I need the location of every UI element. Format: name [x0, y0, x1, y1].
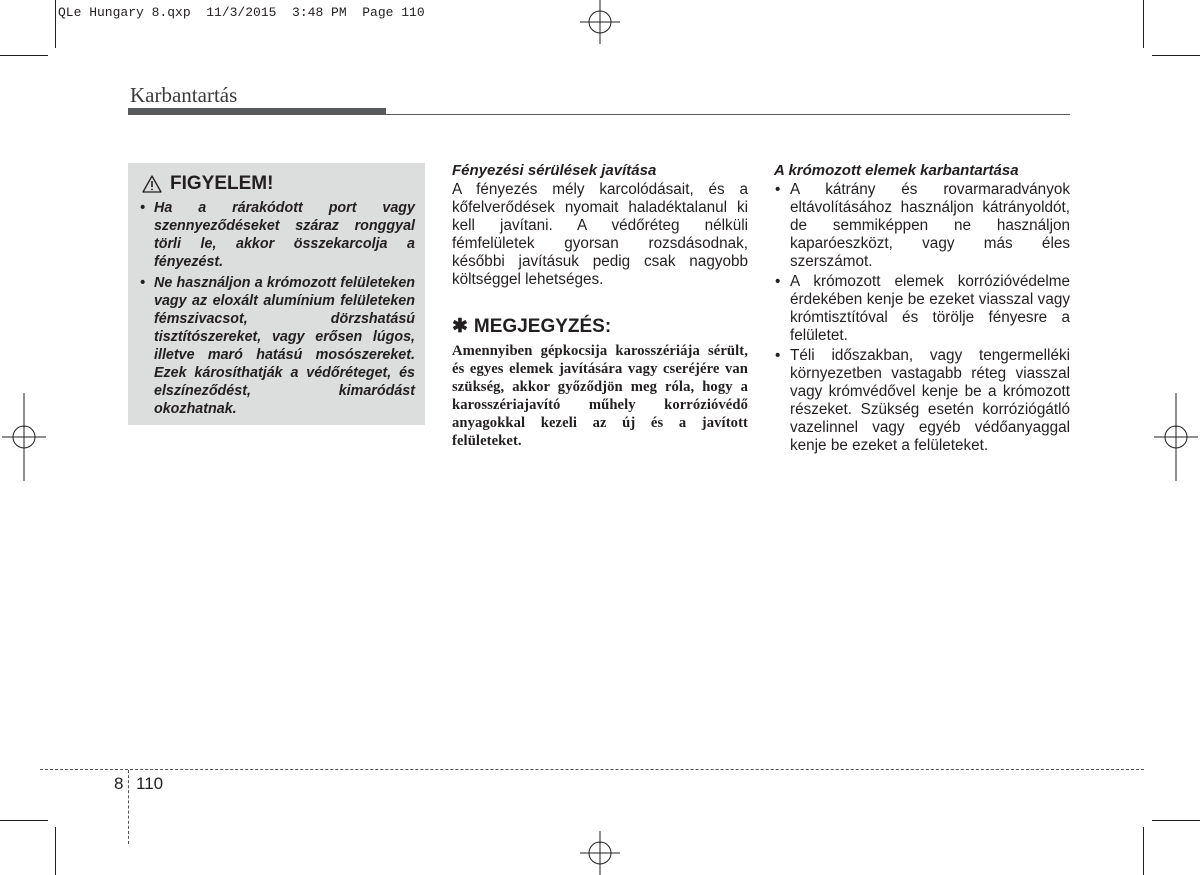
note-star-icon: ✱: [452, 316, 468, 337]
note-heading: [452, 315, 748, 338]
chrome-care-heading: A krómozott elemek karbantartása: [774, 162, 1019, 179]
chapter-number: 8: [114, 774, 124, 793]
column-chrome-care: [774, 161, 1070, 457]
registration-mark-bottom-icon: [576, 831, 624, 875]
chrome-care-item: • Téli időszakban, vagy tengermelléki környezetben vastagabb réteg viasszal vagy krómvédővel kenje be a krómozott részeket. Szükség esetén korróziógátló vazelinnel vagy egyéb védőanyaggal kenje be ezeket a felületeket.: [774, 347, 1070, 455]
header-rule-thick: [128, 108, 386, 115]
chrome-care-list: [774, 181, 1070, 455]
page-number: 110: [136, 774, 164, 793]
registration-mark-right-icon: [1152, 393, 1200, 481]
footer-divider: [128, 770, 129, 844]
warning-list: [138, 199, 415, 418]
print-slug: QLe Hungary 8.qxp 11/3/2015 3:48 PM Page 110: [58, 5, 425, 20]
footer-rule: [40, 769, 1144, 770]
paint-repair-text: A fényezés mély karcolódásait, és a kőfelverődések nyomait haladéktalanul ki kell javítani. A védőréteg nélküli fémfelületek gyorsan rozsdásodnak, későbbi javításuk pedig csak nagyobb költséggel lehetséges.: [452, 181, 748, 288]
chrome-care-item: • A krómozott elemek korrózióvédelme érdekében kenje be ezeket viasszal vagy krómtisztítóval és törölje fényesre a felületet.: [774, 273, 1070, 345]
warning-heading: [138, 173, 415, 195]
paint-repair-heading: Fényezési sérülések javítása: [452, 162, 657, 179]
warning-triangle-icon: [142, 175, 162, 193]
warning-heading-label: FIGYELEM!: [170, 173, 274, 194]
column-paint-repair: [452, 161, 748, 450]
warning-box: [128, 163, 425, 425]
section-title: Karbantartás: [130, 83, 238, 107]
chrome-care-item: • A kátrány és rovarmaradványok eltávolításához használjon kátrányoldót, de semmiképpen ne használjon kaparóeszközt, vagy más éles szerszámot.: [774, 181, 1070, 271]
registration-mark-left-icon: [0, 393, 48, 481]
warning-item: • Ha a rárakódott port vagy szennyeződéseket száraz ronggyal törli le, akkor összekarcolja a fényezést.: [138, 199, 415, 271]
warning-item: • Ne használjon a krómozott felületeken vagy az eloxált alumínium felületeken fémszivacsot, dörzshatású tisztítószereket, vagy erősen lúgos, illetve maró hatású mosószereket. Ezek károsíthatják a védőréteget, és elszíneződést, kimaródást okozhatnak.: [138, 274, 415, 418]
header-rule-thin: [386, 114, 1070, 115]
note-text: Amennyiben gépkocsija karosszériája sérült, és egyes elemek javítására vagy cseréjére van szükség, akkor győződjön meg róla, hogy a karosszériajavító műhely korrózióvédő anyagokkal kezeli az új és a javított felületeket.: [452, 343, 748, 449]
note-heading-label: MEGJEGYZÉS:: [473, 315, 612, 337]
registration-mark-top-icon: [576, 0, 624, 44]
